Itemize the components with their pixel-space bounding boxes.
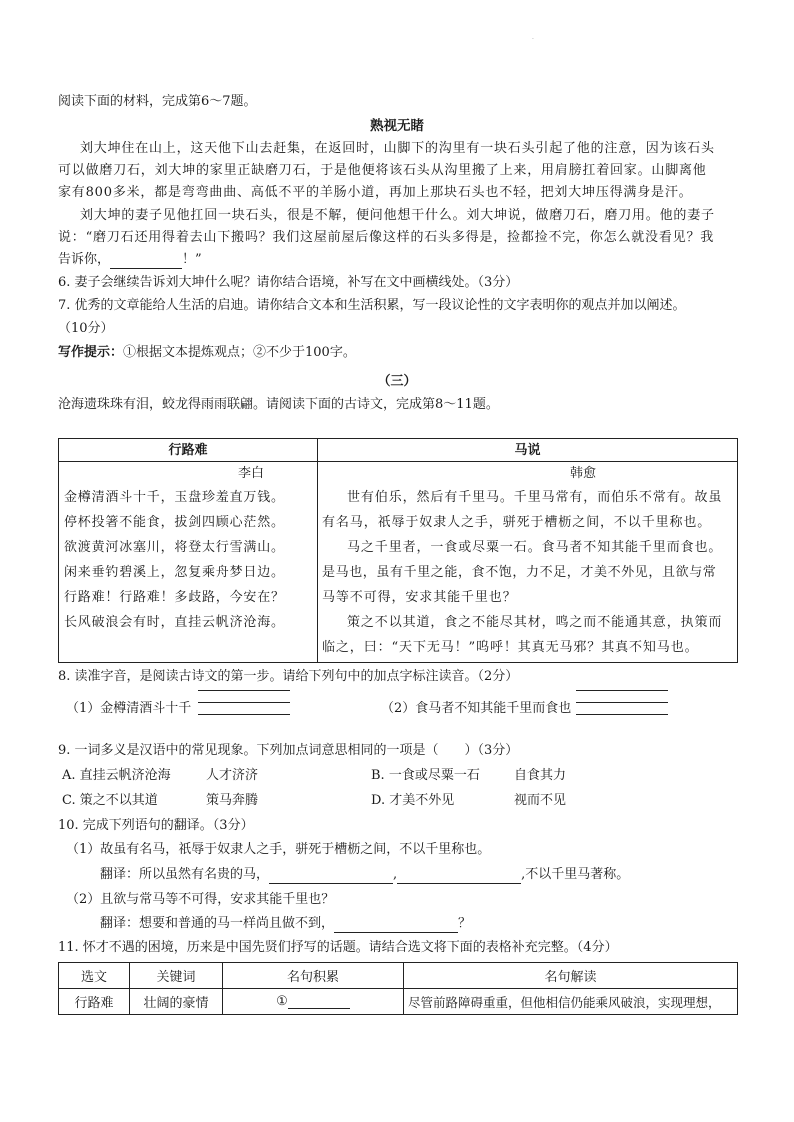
question-8-item-2: （2）食马者不知其能千里而食也 xyxy=(381,701,572,716)
essay-line: 临之，曰：“天下无马！”呜呼！其真无马邪？其真不知马也。 xyxy=(322,640,699,655)
option-d-compare: 视而不见 xyxy=(514,793,567,808)
table-header: 名句积累 xyxy=(223,963,404,989)
essay-line: 有名马，祇辱于奴隶人之手，骈死于槽枥之间，不以千里称也。 xyxy=(322,515,712,530)
question-7: 7. 优秀的文章能给人生活的启迪。请你结合文本和生活积累，写一段议论性的文字表明你的观点并加以阐述。 xyxy=(58,298,686,313)
question-7-score: （10分） xyxy=(58,321,114,336)
question-11: 11. 怀才不遇的困境，历来是中国先贤们抒写的话题。请结合选文将下面的表格补充完整。（4分） xyxy=(58,940,618,955)
poem-line: 金樽清酒斗十千，玉盘珍羞直万钱。 xyxy=(64,490,285,505)
option-c[interactable]: C. 策之不以其道 xyxy=(62,793,158,808)
pinyin-blank[interactable] xyxy=(576,714,668,715)
translation-1: 翻译：所以虽然有名贵的马， , ,不以千里马著称。 xyxy=(100,867,630,882)
question-9: 9. 一词多义是汉语中的常见现象。下列加点词意思相同的一项是（ ）（3分） xyxy=(58,743,519,758)
poem-line: 闲来垂钓碧溪上，忽复乘舟梦日边。 xyxy=(64,565,285,580)
story-line-blank: 告诉你， ！” xyxy=(58,252,202,267)
option-c-compare: 策马奔腾 xyxy=(206,793,259,808)
answer-blank[interactable] xyxy=(110,254,182,269)
exam-page: · 阅读下面的材料，完成第6～7题。 熟视无睹 刘大坤住在山上，这天他下山去赶集，在返回时，山脚下的沟里有一块石头引起了他的注意，因为该石头 可以做磨刀石，刘大坤的家里正缺磨刀石，于是他便将该石头从沟里搬了上来，用肩膀扛着回家。山脚离他 家有800多米，都是弯弯曲曲、高低不平的羊肠小道，再加上那块石头也不轻，把刘大坤压得满身是汗。 刘大坤的妻子见他扛回一块石头，很是不解，便问他想干什么。刘大坤说，做磨刀石，磨刀用。他的妻子 说：“磨刀石还用得着去山下搬吗？我们这屋前屋后像这样的石头多得是，捡都捡不完，你怎么就没看见？我 告诉你， ！” 6. 妻子会继续告诉刘大坤什么呢？请你结合语境，补写在文中画横线处。（3分） 7. 优秀的文章能给人生活的启迪。请你结合文本和生活积累，写一段议论性的文字表明你的观点并加以阐述。 （10分） 写作提示：①根据文本提炼观点；②不少于100字。 （三） 沧海遗珠珠有泪，蛟龙得雨雨联翩。请阅读下面的古诗文，完成第8～11题。 行路难 马说 李白 金樽清酒斗十千，玉盘珍羞直万钱。 停杯投箸不能食，拔剑四顾心茫然。 欲渡黄河冰塞川，将登太行雪满山。 闲来垂钓碧溪上，忽复乘舟梦日边。 行路难！行路难！多歧路，今安在？ 长风破浪会有时，直挂云帆济沧海。 韩愈 世有伯乐，然后有千里马。千里马常有，而伯乐不常有。故虽 有名马，祇辱于奴隶人之手，骈死于槽枥之间，不以千里称也。 马之千里者，一食或尽粟一石。食马者不知其能千里而食也。 是马也，虽有千里之能，食不饱，力不足，才美不外见，且欲与常 马等不可得，安求其能千里也？ 策之不以其道，食之不能尽其材，鸣之而不能通其意，执策而 临之，曰：“天下无马！”呜呼！其真无马邪？其真不知马也。 8. 读准字音，是阅读古诗文的第一步。请给下列句中的加点字标注读音。（2分） （1）金樽清酒斗十千 （2）食马者不知其能千里而食也 9. 一词多义是汉语中的常见现象。下列加点词意思相同的一项是（ ）（3分） A. 直挂云帆济沧海 人才济济 B. 一食或尽粟一石 自食其力 C. 策之不以其道 策马奔腾 D. 才美不外见 视而不见 10. 完成下列语句的翻译。（3分） （1）故虽有名马，祇辱于奴隶人之手，骈死于槽枥之间，不以千里称也。 翻译：所以虽然有名贵的马， , ,不以千里马著称。 （2）且欲与常马等不可得，安求其能千里也？ 翻译：想要和普通的马一样尚且做不到， ？ 11. 怀才不遇的困境，历来是中国先贤们抒写的话题。请结合选文将下面的表格补充完整。（4分） 选文 关键词 名句积累 名句解读 行路难 壮阔的豪情 ① 尽管前路障碍重重，但他相信仍能乘风破浪，实现理想， xyxy=(0,0,794,1122)
essay-line: 世有伯乐，然后有千里马。千里马常有，而伯乐不常有。故虽 xyxy=(347,490,723,505)
question-10: 10. 完成下列语句的翻译。（3分） xyxy=(58,818,254,833)
writing-tips: 写作提示：①根据文本提炼观点；②不少于100字。 xyxy=(58,345,356,360)
table-cell: 行路难 xyxy=(59,989,130,1015)
pinyin-blank[interactable] xyxy=(198,714,290,715)
poem-author: 李白 xyxy=(238,466,265,481)
table-cell-blank[interactable]: ① xyxy=(223,989,404,1015)
pinyin-blank[interactable] xyxy=(198,702,290,703)
story-line: 刘大坤住在山上，这天他下山去赶集，在返回时，山脚下的沟里有一块石头引起了他的注意，因为该石头 xyxy=(80,141,715,156)
essay-line: 马之千里者，一食或尽粟一石。食马者不知其能千里而食也。 xyxy=(347,540,723,555)
option-b[interactable]: B. 一食或尽粟一石 xyxy=(371,768,480,783)
table-header: 关键词 xyxy=(130,963,223,989)
poem-line: 行路难！行路难！多歧路，今安在？ xyxy=(64,590,285,605)
pinyin-blank[interactable] xyxy=(576,690,668,691)
answer-blank[interactable] xyxy=(288,994,350,1009)
question-8-item-1: （1）金樽清酒斗十千 xyxy=(66,701,192,716)
option-a[interactable]: A. 直挂云帆济沧海 xyxy=(62,768,171,783)
table-cell: 壮阔的豪情 xyxy=(130,989,223,1015)
question-10-item-2: （2）且欲与常马等不可得，安求其能千里也？ xyxy=(66,892,335,907)
poem-line: 欲渡黄河冰塞川，将登太行雪满山。 xyxy=(64,540,285,555)
essay-title: 马说 xyxy=(514,443,541,458)
story-line: 刘大坤的妻子见他扛回一块石头，很是不解，便问他想干什么。刘大坤说，做磨刀石，磨刀用。他的妻子 xyxy=(80,208,715,223)
poem-title: 行路难 xyxy=(168,443,208,458)
story-line: 说：“磨刀石还用得着去山下搬吗？我们这屋前屋后像这样的石头多得是，捡都捡不完，你怎么就没看见？我 xyxy=(58,230,715,245)
table-cell: 尽管前路障碍重重，但他相信仍能乘风破浪，实现理想， xyxy=(404,989,738,1015)
option-a-compare: 人才济济 xyxy=(206,768,259,783)
table-header: 选文 xyxy=(59,963,130,989)
essay-author: 韩愈 xyxy=(570,466,597,481)
section-heading: （三） xyxy=(377,374,417,389)
poem-line: 长风破浪会有时，直挂云帆济沧海。 xyxy=(64,615,285,630)
story-title: 熟视无睹 xyxy=(370,118,424,134)
question-6: 6. 妻子会继续告诉刘大坤什么呢？请你结合语境，补写在文中画横线处。（3分） xyxy=(58,275,519,290)
translation-blank[interactable] xyxy=(334,918,458,933)
poem-line: 停杯投箸不能食，拔剑四顾心茫然。 xyxy=(64,515,285,530)
essay-line: 马等不可得，安求其能千里也？ xyxy=(322,590,517,605)
story-line: 可以做磨刀石，刘大坤的家里正缺磨刀石，于是他便将该石头从沟里搬了上来，用肩膀扛着回家。山脚离他 xyxy=(58,163,707,178)
option-d[interactable]: D. 才美不外见 xyxy=(371,793,455,808)
pinyin-blank[interactable] xyxy=(198,690,290,691)
story-line: 家有800多米，都是弯弯曲曲、高低不平的羊肠小道，再加上那块石头也不轻，把刘大坤压得满身是汗。 xyxy=(58,185,693,200)
essay-line: 是马也，虽有千里之能，食不饱，力不足，才美不外见，且欲与常 xyxy=(322,565,717,580)
intro-text: 阅读下面的材料，完成第6～7题。 xyxy=(58,94,257,109)
answer-table xyxy=(58,962,738,1015)
question-8: 8. 读准字音，是阅读古诗文的第一步。请给下列句中的加点字标注读音。（2分） xyxy=(58,669,519,684)
pinyin-blank[interactable] xyxy=(576,702,668,703)
translation-2: 翻译：想要和普通的马一样尚且做不到， ？ xyxy=(100,916,472,931)
question-10-item-1: （1）故虽有名马，祇辱于奴隶人之手，骈死于槽枥之间，不以千里称也。 xyxy=(66,842,491,857)
option-b-compare: 自食其力 xyxy=(514,768,567,783)
table-header: 名句解读 xyxy=(404,963,738,989)
section3-intro: 沧海遗珠珠有泪，蛟龙得雨雨联翩。请阅读下面的古诗文，完成第8～11题。 xyxy=(58,397,499,412)
translation-blank[interactable] xyxy=(397,869,521,884)
translation-blank[interactable] xyxy=(269,869,393,884)
essay-line: 策之不以其道，食之不能尽其材，鸣之而不能通其意，执策而 xyxy=(347,615,723,630)
